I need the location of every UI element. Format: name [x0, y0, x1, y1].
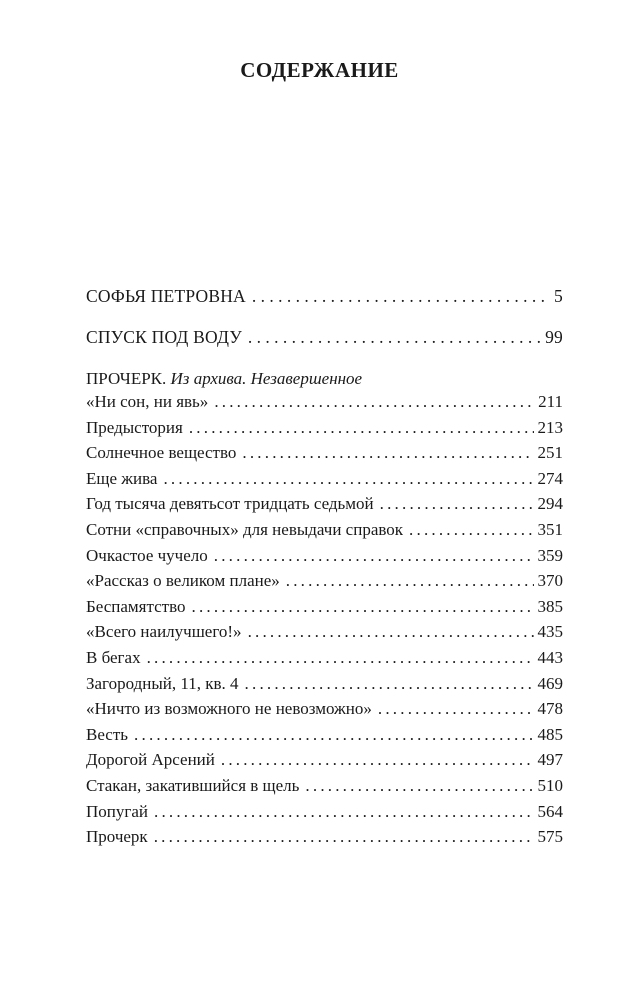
dot-leader: [214, 546, 534, 566]
toc-entry-page: 359: [537, 545, 563, 565]
dot-leader: [248, 622, 534, 642]
dot-leader: [147, 648, 534, 668]
toc-entry-page: 5: [554, 286, 563, 306]
toc-entry-title: Еще жива: [86, 468, 158, 488]
page-heading: СОДЕРЖАНИЕ: [240, 58, 399, 82]
dot-leader: [252, 286, 550, 306]
toc-entry-page: 435: [537, 622, 563, 642]
toc-entry: [86, 648, 563, 668]
toc-entry-page: 564: [537, 801, 563, 821]
dot-leader: [286, 571, 534, 591]
toc-entry: [86, 622, 563, 642]
toc-entry: [86, 571, 563, 591]
toc-entry-page: 351: [537, 519, 563, 539]
dot-leader: [192, 597, 534, 617]
toc-entry-page: 294: [537, 494, 563, 514]
toc-entry-title: Беспамятство: [86, 596, 186, 616]
dot-leader: [214, 392, 534, 412]
toc-entry-title: В бегах: [86, 647, 141, 667]
toc-section-heading: [86, 369, 563, 389]
toc-entry: [86, 443, 563, 463]
toc-entry-title: Сотни «справочных» для невыдачи справок: [86, 519, 404, 539]
toc-entry-page: 251: [537, 443, 563, 463]
toc-entry: [86, 699, 563, 719]
dot-leader: [305, 776, 533, 796]
toc-entries-list: [86, 392, 563, 847]
toc-entry-page: 497: [537, 750, 563, 770]
toc-entry-page: 485: [537, 724, 563, 744]
toc-entry: [86, 546, 563, 566]
toc-entry-title: «Рассказ о великом плане»: [86, 571, 280, 591]
toc-entry-page: 213: [537, 417, 563, 437]
toc-entry-title: «Всего наилучшего!»: [86, 622, 242, 642]
dot-leader: [154, 802, 534, 822]
toc-part-entry: [86, 327, 563, 347]
toc-entry-title: «Ни сон, ни явь»: [86, 392, 209, 411]
toc-entry-title: СОФЬЯ ПЕТРОВНА: [86, 286, 246, 306]
toc-entry: [86, 469, 563, 489]
table-of-contents: [86, 286, 563, 853]
dot-leader: [189, 418, 534, 438]
toc-entry-page: 510: [537, 775, 563, 795]
dot-leader: [134, 725, 533, 745]
toc-entry-page: 478: [537, 699, 563, 719]
toc-entry-page: 385: [537, 596, 563, 616]
section-title: ПРОЧЕРК.: [86, 369, 167, 388]
toc-entry-page: 443: [537, 647, 563, 667]
toc-entry-title: Прочерк: [86, 827, 148, 847]
toc-entry-title: «Ничто из возможного не невозможно»: [86, 699, 372, 719]
toc-entry: [86, 597, 563, 617]
section-subtitle: Из архива. Незавершенное: [170, 369, 363, 388]
toc-entry: [86, 725, 563, 745]
toc-entry-title: Солнечное вещество: [86, 443, 237, 463]
toc-entry-title: Загородный, 11, кв. 4: [86, 673, 239, 693]
toc-entry: [86, 520, 563, 540]
toc-entry-page: 469: [537, 673, 563, 693]
toc-part-entry: [86, 286, 563, 306]
dot-leader: [378, 699, 534, 719]
toc-entry-page: 370: [537, 571, 563, 591]
toc-entry: [86, 802, 563, 822]
toc-entry: [86, 750, 563, 770]
toc-entry: [86, 392, 563, 412]
toc-entry-title: Очкастое чучело: [86, 545, 208, 565]
toc-entry-title: Весть: [86, 724, 129, 744]
toc-entry-title: Год тысяча девятьсот тридцать седьмой: [86, 494, 374, 514]
dot-leader: [242, 443, 533, 463]
toc-entry-title: Стакан, закатившийся в щель: [86, 775, 300, 795]
dot-leader: [245, 674, 534, 694]
toc-entry-page: 211: [538, 392, 563, 411]
toc-entry-title: Дорогой Арсений: [86, 750, 215, 770]
dot-leader: [248, 327, 541, 347]
dot-leader: [221, 750, 534, 770]
toc-entry-title: Попугай: [86, 801, 148, 821]
toc-entry-title: СПУСК ПОД ВОДУ: [86, 327, 242, 347]
toc-entry: [86, 418, 563, 438]
toc-entry-page: 575: [537, 827, 563, 847]
toc-entry-title: Предыстория: [86, 417, 183, 437]
toc-entry: [86, 776, 563, 796]
dot-leader: [154, 827, 534, 847]
dot-leader: [409, 520, 533, 540]
dot-leader: [163, 469, 533, 489]
toc-entry: [86, 827, 563, 847]
dot-leader: [380, 494, 534, 514]
toc-entry-page: 274: [537, 468, 563, 488]
toc-entry: [86, 494, 563, 514]
toc-entry-page: 99: [545, 327, 563, 347]
toc-entry: [86, 674, 563, 694]
